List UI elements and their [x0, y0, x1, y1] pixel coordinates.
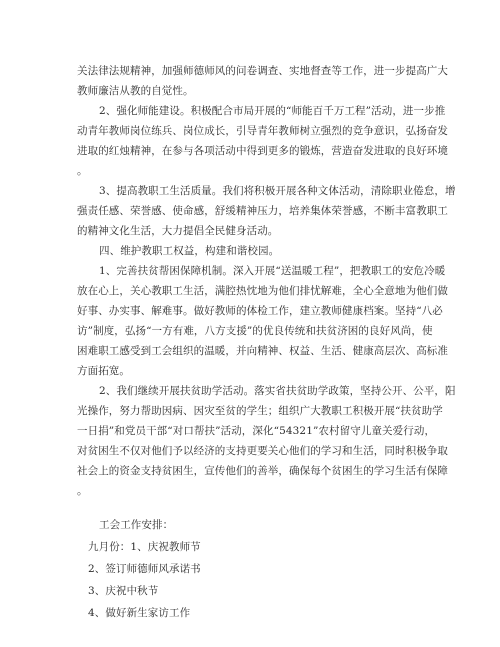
paragraph-line: 好事、办实事、解难事。做好教师的体检工作，建立教师健康档案。坚持“八必: [77, 305, 443, 317]
paragraph-line: 进取的红烛精神，在参与各项活动中得到更多的锻炼，营造奋发进取的良好环境: [77, 145, 448, 157]
schedule-heading: 工会工作安排：: [99, 519, 174, 531]
schedule-item: 九月份：1、庆祝教师节: [88, 541, 201, 553]
paragraph-line: 困难职工感受到工会组织的温暖，并向精神、权益、生活、健康高层次、高标准: [77, 345, 448, 357]
schedule-item: 4、做好新生家访工作: [88, 607, 191, 619]
paragraph-line: 1、完善扶贫帮困保障机制。深入开展“送温暖工程”，把教职工的安危冷暖: [99, 265, 446, 277]
paragraph-line: 方面拓宽。: [77, 365, 130, 377]
paragraph-line: 的精神文化生活，大力提倡全民健身活动。: [77, 225, 279, 237]
paragraph-line: 2、强化师能建设。积极配合市局开展的“师能百千万工程”活动，进一步推: [99, 105, 446, 117]
paragraph-line: 一日捐”和党员干部“对口帮扶”活动，深化“54321”农村留守儿童关爱行动，: [77, 425, 436, 437]
paragraph-line: 对贫困生不仅对他们予以经济的支持更要关心他们的学习和生活，同时积极争取: [77, 445, 448, 457]
paragraph-line: 。: [77, 485, 88, 497]
paragraph-line: 放在心上，关心教职工生活，满腔热忱地为他们排忧解难，全心全意地为他们做: [77, 285, 448, 297]
paragraph-line: 强责任感、荣誉感、使命感，舒缓精神压力，培养集体荣誉感，不断丰富教职工: [77, 205, 448, 217]
schedule-item: 2、签订师德师风承诺书: [88, 563, 201, 575]
paragraph-line: 动青年教师岗位练兵、岗位成长，引导青年教师树立强烈的竞争意识，弘扬奋发: [77, 125, 448, 137]
paragraph-line: 关法律法规精神，加强师德师风的问卷调查、实地督查等工作，进一步提高广大: [77, 65, 448, 77]
paragraph-line: 访”制度，弘扬“一方有难，八方支援”的优良传统和扶贫济困的良好风尚，使: [77, 325, 433, 337]
paragraph-line: 光操作，努力帮助因病、因灾至贫的学生；组织广大教职工积极开展“扶贫助学: [77, 405, 443, 417]
paragraph-line: 。: [77, 165, 88, 177]
paragraph-line: 教师廉洁从教的自觉性。: [77, 85, 194, 97]
schedule-item: 3、庆祝中秋节: [88, 585, 159, 597]
paragraph-line: 社会上的资金支持贫困生，宣传他们的善举，确保每个贫困生的学习生活有保障: [77, 465, 448, 477]
paragraph-line: 3、提高教职工生活质量。我们将积极开展各种文体活动，清除职业倦怠，增: [99, 185, 456, 197]
section-heading: 四、维护教职工权益，构建和谐校园。: [99, 245, 280, 257]
paragraph-line: 2、我们继续开展扶贫助学活动。落实省扶贫助学政策，坚持公开、公平，阳: [99, 385, 456, 397]
